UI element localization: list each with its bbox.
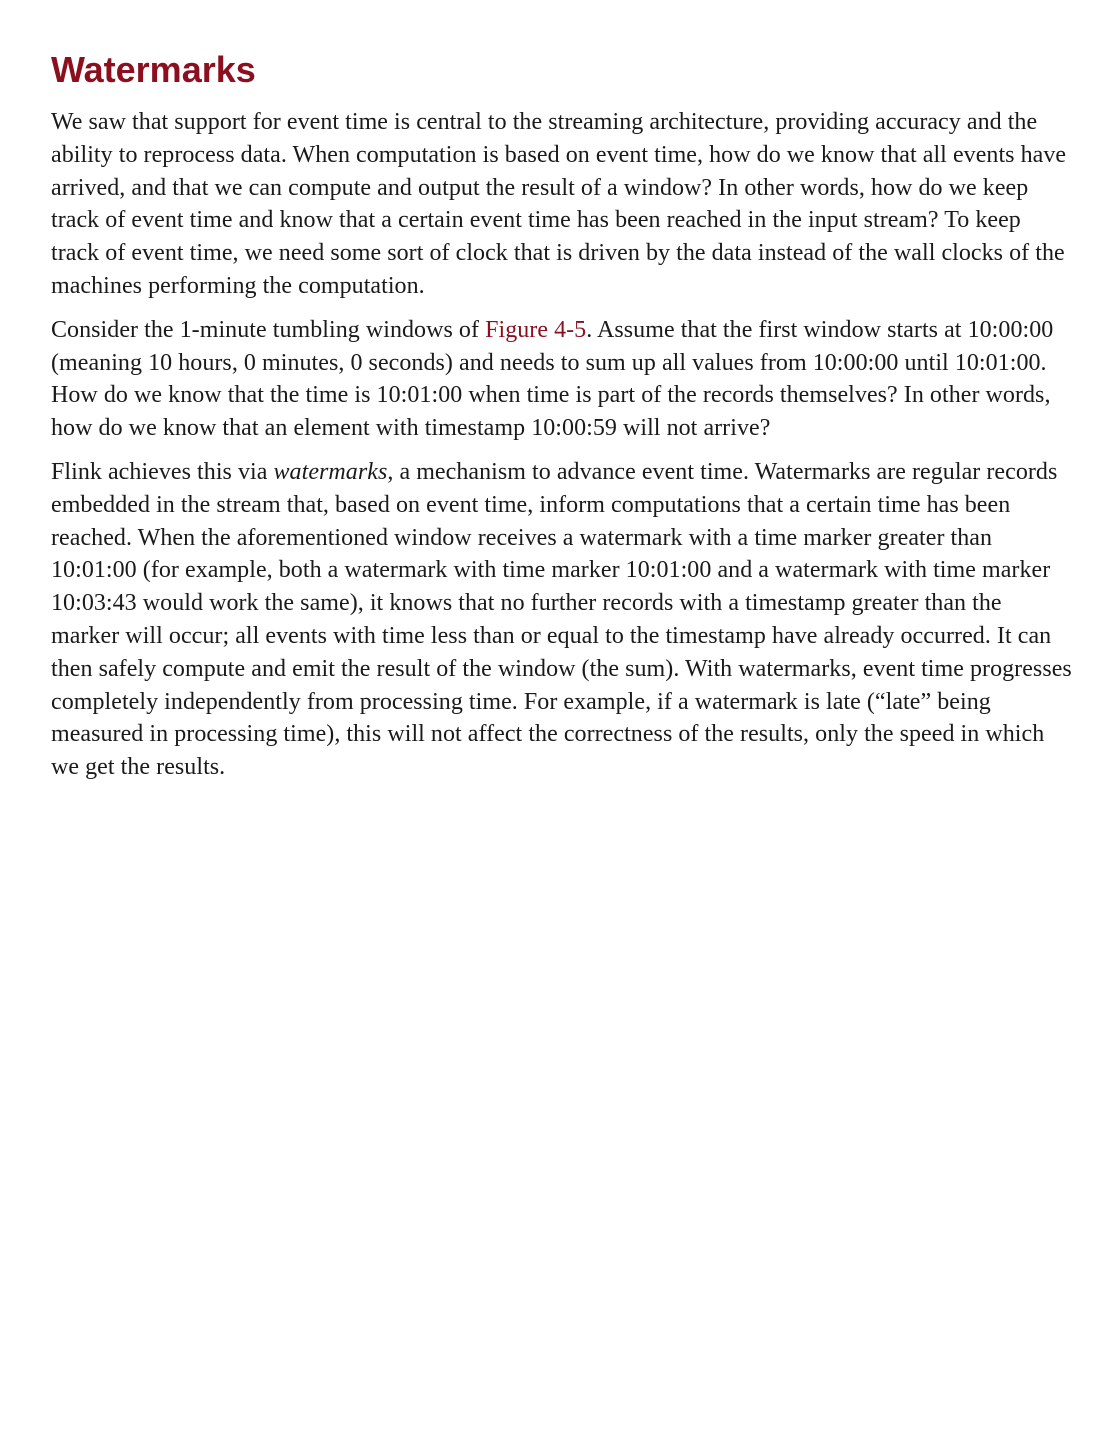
paragraph-text: Consider the 1-minute tumbling windows of (51, 316, 486, 343)
paragraph-text: , a mechanism to advance event time. Watermarks are regular records embedded in the stream that, based on event time, inform computations that a certain time has been reached. When the aforementioned window receives a watermark with a time marker greater than 10:01:00 (for example, both a watermark with time marker 10:01:00 and a watermark with time marker 10:03:43 would work the same), it knows that no further records with a timestamp greater than the marker will occur; all events with time less than or equal to the timestamp have already occurred. It can then safely compute and emit the result of the window (the sum). With watermarks, event time progresses completely independently from processing time. For example, if a watermark is late (“late” being measured in processing time), this will not affect the correctness of the results, only the speed in which we get the results. (51, 458, 1072, 781)
document-page (51, 44, 1073, 795)
figure-reference-link[interactable]: Figure 4-5 (485, 316, 587, 343)
emphasized-term: watermarks (273, 458, 388, 485)
paragraph-tumbling-windows (51, 314, 1073, 445)
paragraph-watermarks (51, 456, 1073, 784)
paragraph-text: Flink achieves this via (51, 458, 274, 485)
section-heading: Watermarks (51, 49, 256, 90)
paragraph-text: . Assume that the first window starts at 10:00:00 (meaning 10 hours, 0 minutes, 0 seconds) and needs to sum up all values from 10:00:00 until 10:01:00. How do we know that the time is 10:01:00 when time is part of the records themselves? In other words, how do we know that an element with timestamp 10:00:59 will not arrive? (51, 316, 1054, 442)
paragraph-event-time: We saw that support for event time is central to the streaming architecture, providing accuracy and the ability to reprocess data. When computation is based on event time, how do we know that all events have arrived, and that we can compute and output the result of a window? In other words, how do we keep track of event time and know that a certain event time has been reached in the input stream? To keep track of event time, we need some sort of clock that is driven by the data instead of the wall clocks of the machines performing the computation. (51, 109, 1067, 299)
